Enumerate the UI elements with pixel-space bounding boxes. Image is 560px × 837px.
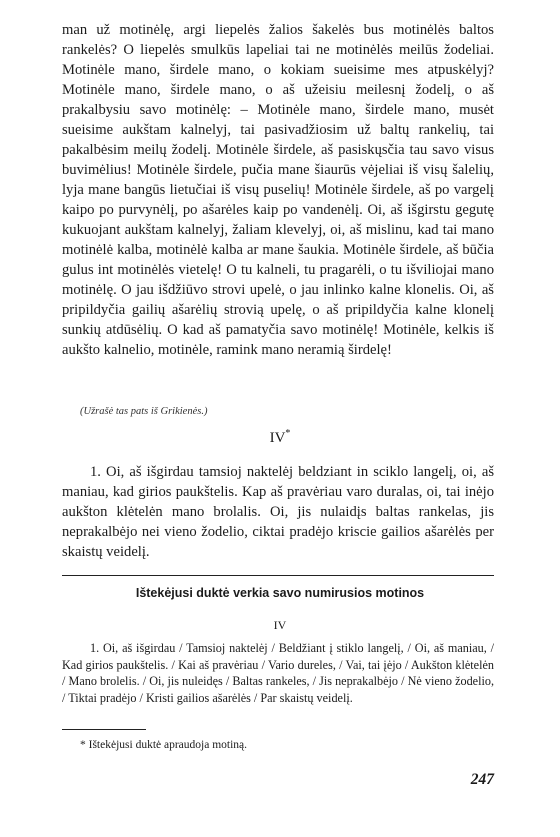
comparison-title: Ištekėjusi duktė verkia savo numirusios motinos	[135, 586, 425, 600]
poem-text: 1. Oi, aš išgirdau tamsioj naktelėj beldziant in sciklo langelį, oi, aš maniau, kad girios paukštelis. Kap aš pravėriau varo duralas, oi, tai inėjo aukšton klėtelėn mano brolalis. Oi, jis nulaidįs baltas rankelas, jis neprakalbėjo nei vieno žodelio, ciktai pradėjo kriscie gailios ašarėlės per skaistų veidelį.	[62, 464, 494, 560]
page-number: 247	[470, 771, 494, 788]
footnote-mark: *	[285, 428, 291, 439]
comparison-text: 1. Oi, aš išgirdau / Tamsioj naktelėj / Beldžiant į stiklo langelį, / Oi, aš maniau, / Kad girios paukštelis. / Kai aš pravėriau / Vario dureles, / Vai, tai įėjo / Aukšton klėtelėn / Mano brolelis. / Oi, jis nuleidęs / Baltas rankeles, / Jis neprakalbėjo / Nė vieno žodelio, / Tiktai pradėjo / Kristi gailios ašarėlės / Par skaistų veidelį.	[62, 641, 494, 705]
section-divider	[62, 575, 494, 576]
source-note: (Užrašė tas pats iš Grikienės.)	[80, 406, 208, 417]
lament-text: man už motinėlę, argi liepelės žalios šakelės bus motinėlės baltos rankelės? O liepelės smulkūs lapeliai tai ne motinėlės meilūs žodeliai. Motinėle mano, širdele mano, o kokiam sueisime mes atpuskėlyj? Motinėle mano, širdele mano, o aš užeisiu meilesnį žodelį, o aš prakalbysiu savo motinėlę: – Motinėle mano, širdele mano, musėt sueisime aukštam kalnelyj, tai pasivadžiosim už baltų rankelių, tai pakalbėsim meilų žodelį. Motinėle širdele, aš pasiskųsčia tau savo visus buvimėlius! Motinėle širdele, pučia mane šiaurūs vėjeliai iš visų šalelių, lyja mane bangūs lietučiai iš visų puselių! Motinėle širdele, aš po vargelį kaipo po purvynėlį, po ašarėles kaip po vandenėlį. Oi, aš išgirstu gegutę kukuojant aukštam kalnelyj, žaliam klevelyj, oi, aš mislinu, kad tai mano motinėlė kalba, motinėlė kalba ar mane šaukia. Motinėle širdele, aš būčia gulus int motinėlės vietelę! O tu kalneli, tu pragarėli, o tu išviliojai mano motinėlę. O jau išdžiūvo strovi upelė, o jau inlinko kalne klonelis. Oi, aš pripildyčia gailių ašarėlių strovią upelę, o aš pripildyčia kalne klonelį sunkių atdūsėlių. O kad aš pamatyčia savo motinėlę! Motinėle, kelkis iš aukšto kalnelio, motinėle, ramink mano neramią širdelę!	[62, 22, 494, 358]
footnote-divider	[62, 729, 146, 730]
footnote: * Ištekėjusi duktė apraudoja motiną.	[80, 739, 248, 751]
section-number: IV	[269, 430, 286, 446]
comparison-number: IV	[273, 618, 287, 632]
section-heading	[0, 428, 560, 447]
